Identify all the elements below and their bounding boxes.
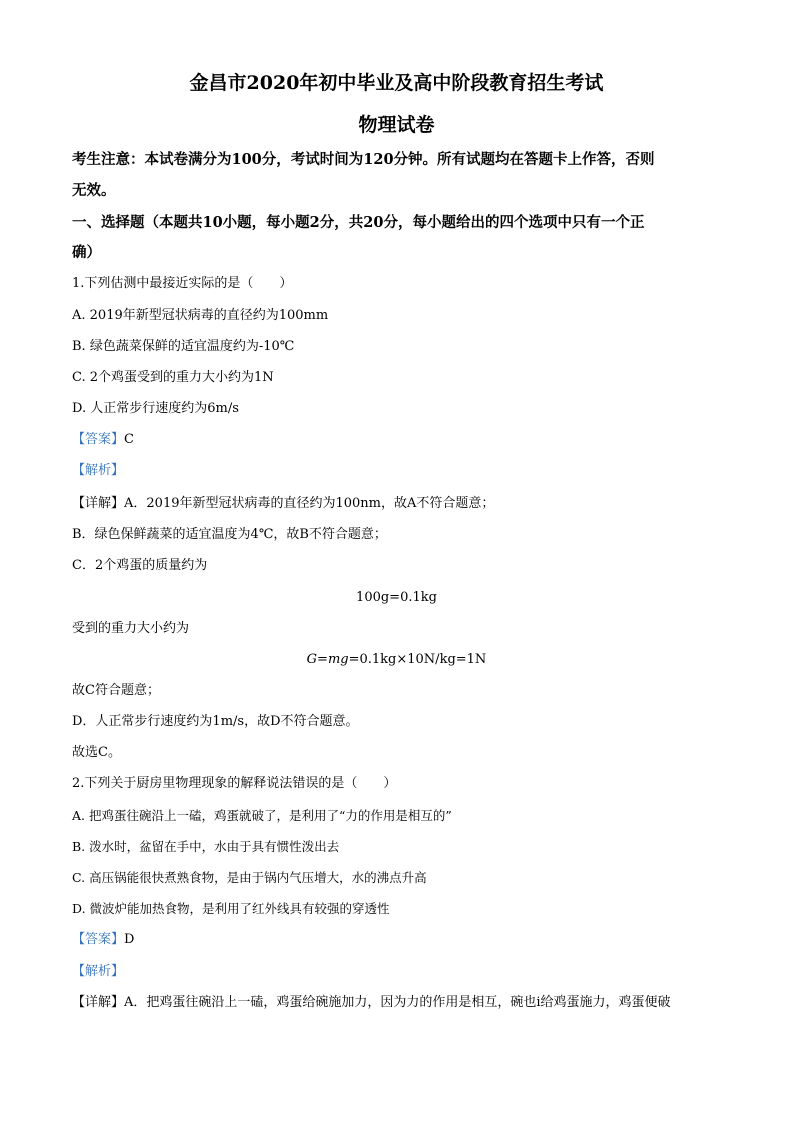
q2-analysis-tag: 【解析】 (72, 964, 125, 979)
q1-detail-d: D．人正常步行速度约为1m/s，故D不符合题意。 (72, 714, 359, 729)
q2-stem: 2.下列关于厨房里物理现象的解释说法错误的是（ ） (72, 776, 397, 791)
q1-formula-gravity-symbol: G=mg (306, 652, 349, 667)
q1-detail-a (72, 494, 721, 514)
exam-subtitle: 物理试卷 (358, 114, 435, 136)
q1-detail-a-text: A．2019年新型冠状病毒的直径约为100nm，故A不符合题意； (124, 496, 495, 511)
q1-answer (72, 430, 721, 450)
q2-option-b: B. 泼水时，盆留在手中，水由于具有惯性泼出去 (72, 839, 340, 854)
q1-detail-tag: 【详解】 (72, 496, 125, 511)
q2-detail-tag: 【详解】 (72, 995, 125, 1010)
q1-analysis (72, 461, 721, 481)
q1-option-a: A. 2019年新型冠状病毒的直径约为100mm (72, 308, 329, 323)
section-heading-line-1: 一、选择题（本题共10小题，每小题2分，共20分，每小题给出的四个选项中只有一个正 (72, 214, 645, 231)
q1-detail-c: C．2个鸡蛋的质量约为 (72, 558, 208, 573)
q2-analysis (72, 962, 721, 982)
q1-formula-gravity (0, 650, 793, 670)
q1-analysis-tag: 【解析】 (72, 463, 125, 478)
q2-detail-a-text: A．把鸡蛋往碗沿上一磕，鸡蛋给碗施加力，因为力的作用是相互，碗也i给鸡蛋施力，鸡蛋便破 (124, 995, 671, 1010)
q1-detail-b: B．绿色保鲜蔬菜的适宜温度为4℃，故B不符合题意； (72, 527, 387, 542)
q1-formula-mass: 100g=0.1kg (356, 590, 437, 605)
q1-stem: 1.下列估测中最接近实际的是（ ） (72, 276, 293, 291)
exam-title: 金昌市2020年初中毕业及高中阶段教育招生考试 (189, 72, 604, 94)
q1-option-c: C. 2个鸡蛋受到的重力大小约为1N (72, 370, 274, 385)
q1-gravity-intro: 受到的重力大小约为 (72, 621, 190, 636)
q1-formula-gravity-value: =0.1kg×10N/kg=1N (348, 652, 487, 667)
q1-option-b: B. 绿色蔬菜保鲜的适宜温度约为-10℃ (72, 339, 295, 354)
q2-option-c: C. 高压锅能很快煮熟食物，是由于锅内气压增大，水的沸点升高 (72, 870, 427, 885)
q2-option-d: D. 微波炉能加热食物，是利用了红外线具有较强的穿透性 (72, 901, 390, 916)
section-heading-line-2: 确） (72, 244, 101, 261)
q1-option-d: D. 人正常步行速度约为6m/s (72, 401, 239, 416)
q1-answer-value: C (124, 432, 134, 447)
q2-detail-a (72, 993, 721, 1013)
notice-line-2: 无效。 (72, 182, 116, 199)
q2-answer-value: D (124, 932, 135, 947)
q1-c-conclusion: 故C符合题意； (72, 683, 160, 698)
q1-answer-tag: 【答案】 (72, 432, 125, 447)
q2-option-a: A. 把鸡蛋往碗沿上一磕，鸡蛋就破了，是利用了“力的作用是相互的” (72, 808, 452, 823)
q1-final-answer: 故选C。 (72, 745, 121, 760)
notice-line-1: 考生注意：本试卷满分为100分，考试时间为120分钟。所有试题均在答题卡上作答，否则 (72, 151, 655, 168)
q2-answer (72, 930, 721, 950)
q2-answer-tag: 【答案】 (72, 932, 125, 947)
